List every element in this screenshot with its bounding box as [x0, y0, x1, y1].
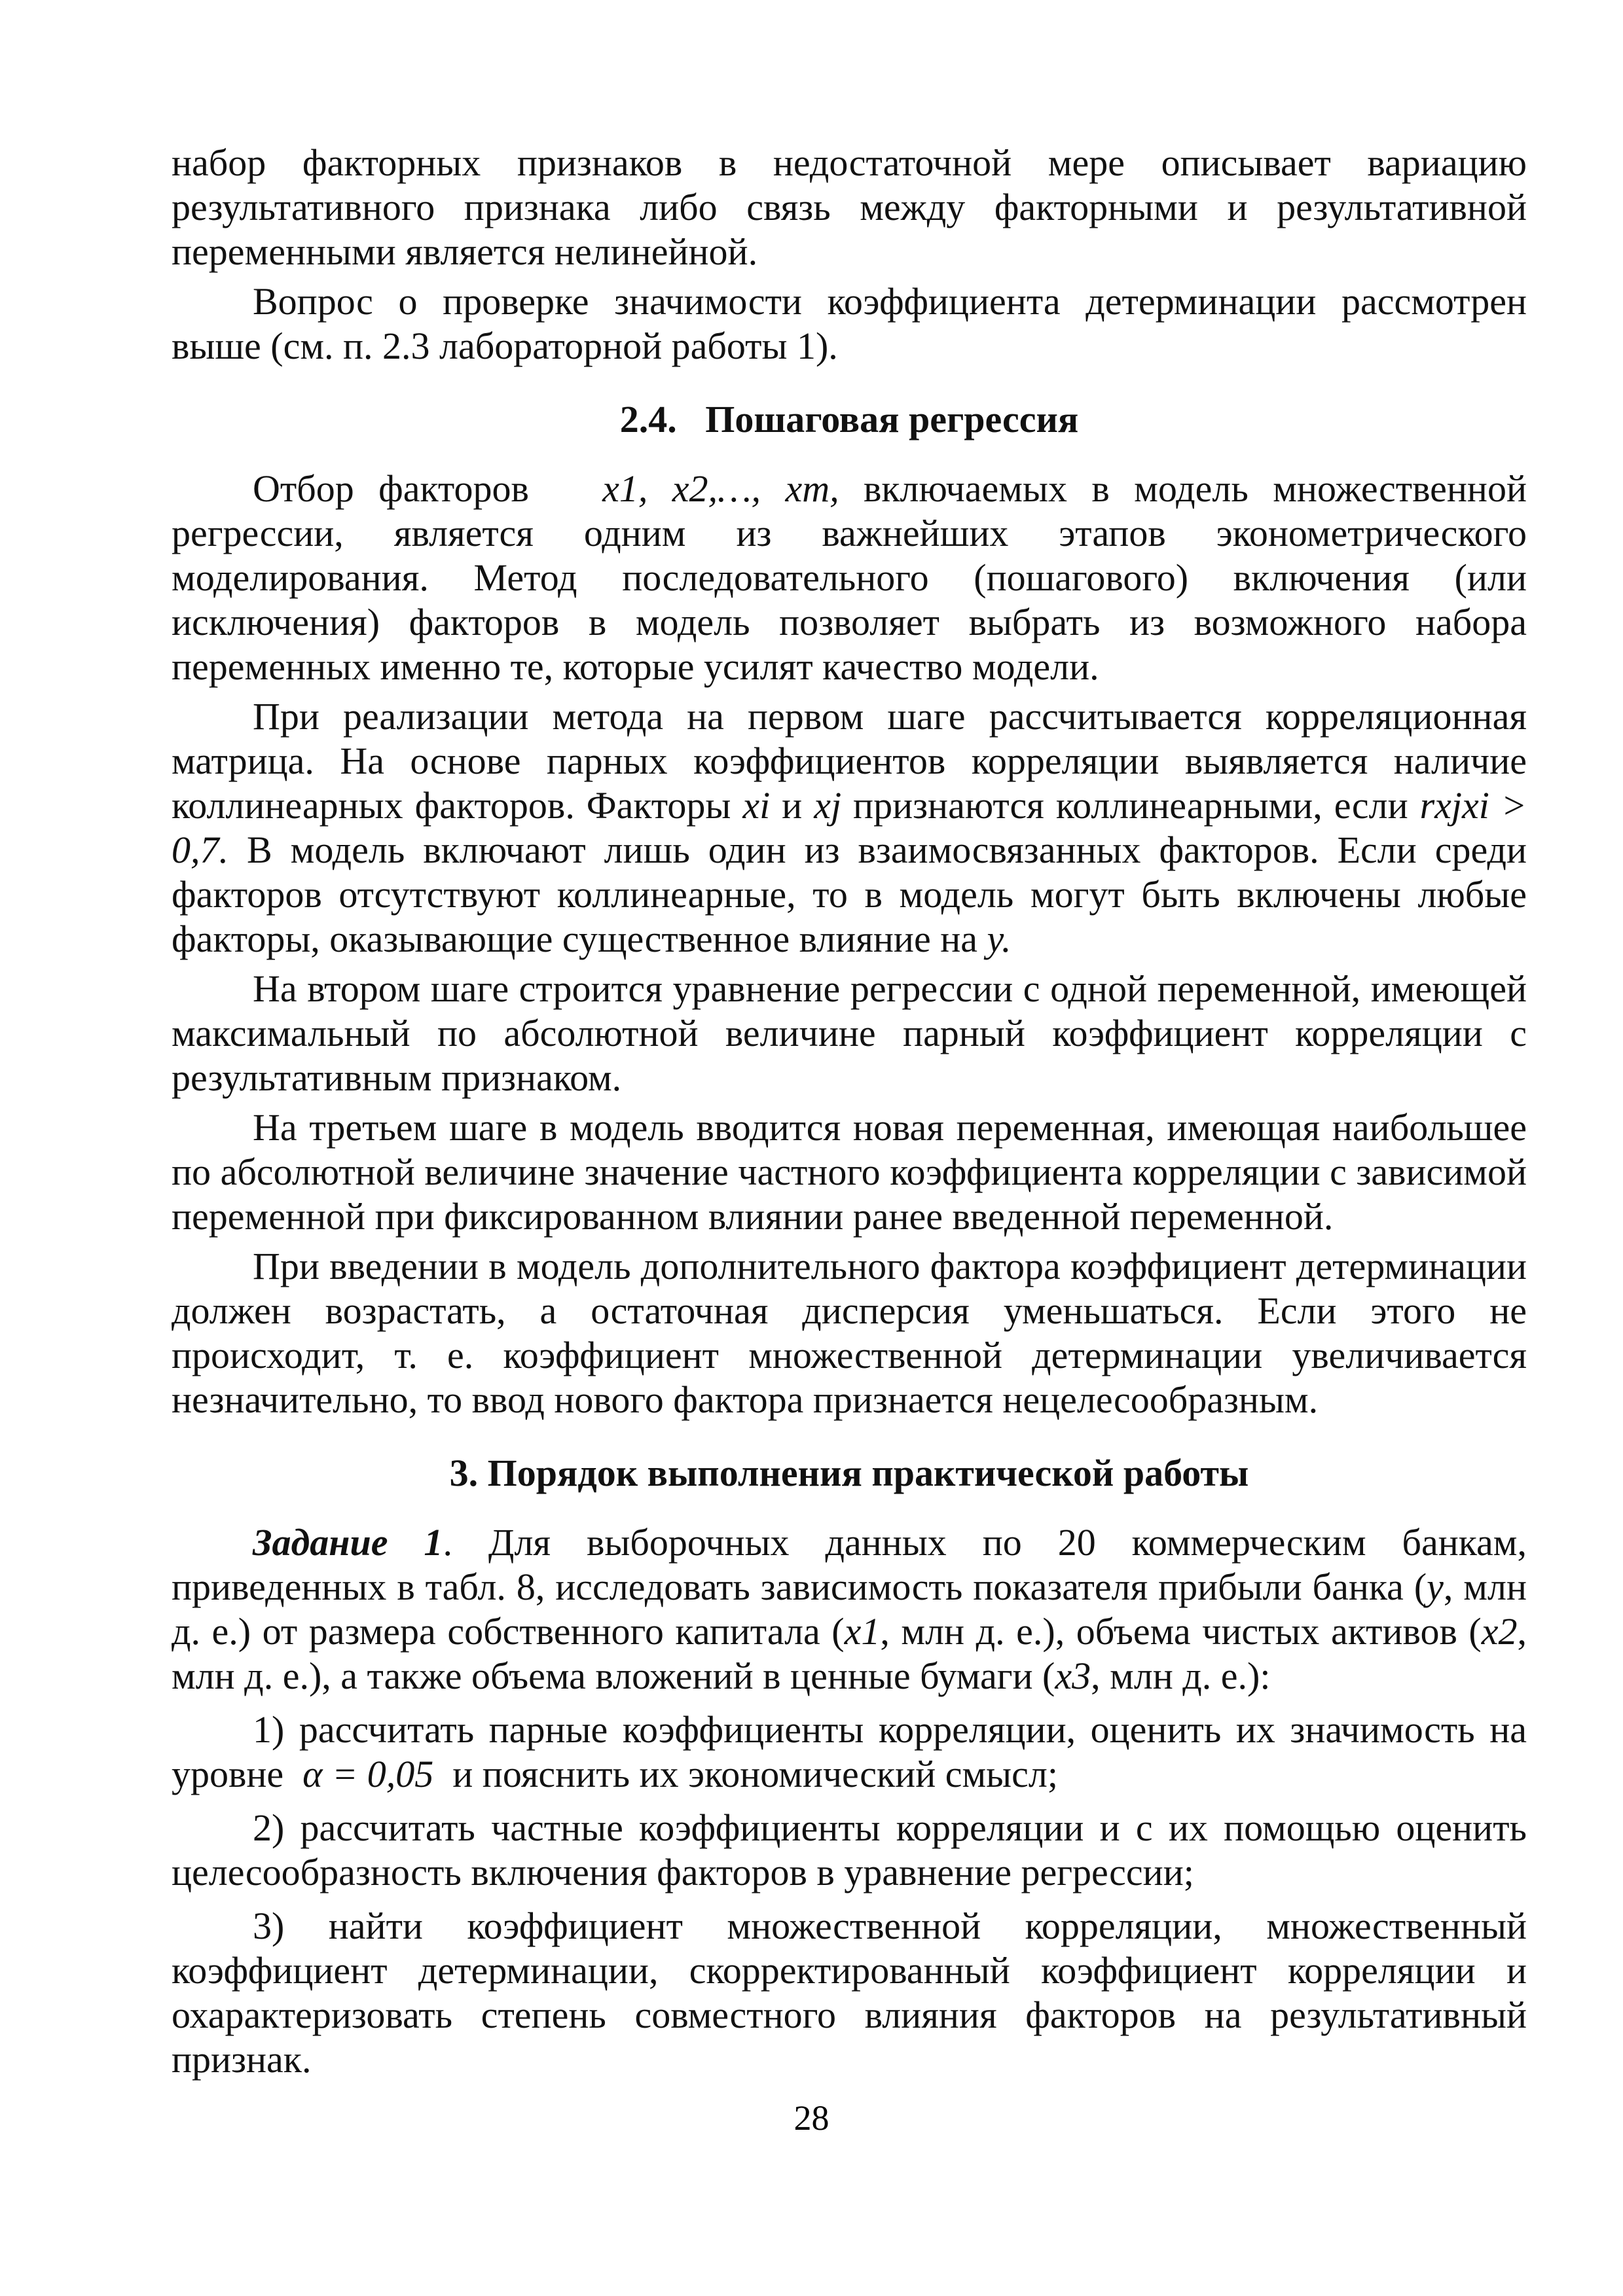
- formula-x3: x3: [1055, 1655, 1091, 1697]
- task-item-1: [172, 1708, 1527, 1797]
- section-number: 2.4.: [619, 398, 677, 440]
- text-run: , млн д. е.) от размера собственного капитала (: [172, 1566, 1527, 1653]
- text-run: Отбор факторов: [253, 467, 529, 510]
- document-page: [172, 141, 1527, 2082]
- stepwise-paragraph-5: При введении в модель дополнительного фактора коэффициент детерминации должен возрастать, а остаточная дисперсия уменьшаться. Если этого не происходит, т. е. коэффициент множественной детерминации увеличивается незначительно, то ввод нового фактора признается нецелесообразным.: [172, 1245, 1527, 1421]
- stepwise-paragraph-2: [172, 694, 1527, 961]
- stepwise-paragraph-1: [172, 467, 1527, 689]
- formula-xj: xj: [814, 784, 842, 827]
- factors-formula: x1, x2,…, xm,: [602, 467, 839, 510]
- text-run: и: [782, 784, 803, 827]
- task-label: Задание 1: [253, 1521, 443, 1564]
- text-run: признаются коллинеарными, если: [853, 784, 1408, 827]
- formula-alpha: α = 0,05: [302, 1753, 434, 1795]
- stepwise-paragraph-3: На втором шаге строится уравнение регрессии с одной переменной, имеющей максимальный по абсолютной величине парный коэффициент корреляции с результативным признаком.: [172, 967, 1527, 1099]
- formula-x2: x2: [1481, 1610, 1518, 1653]
- section-heading-2-4: [172, 397, 1527, 442]
- text-run: . Для выборочных данных по 20 коммерческим банкам, приведенных в табл. 8, исследовать зависимость показателя прибыли банка (: [172, 1521, 1527, 1608]
- section-title: Пошаговая регрессия: [705, 398, 1079, 440]
- section-heading-3: 3. Порядок выполнения практической работы: [449, 1452, 1249, 1494]
- text-run: , млн д. е.):: [1091, 1655, 1271, 1697]
- text-run: , млн д. е.), а также объема вложений в ценные бумаги (: [172, 1610, 1527, 1697]
- task-item-2: 2) рассчитать частные коэффициенты корреляции и с их помощью оценить целесообразность включения факторов в уравнение регрессии;: [172, 1806, 1527, 1893]
- text-run: включаемых в модель множественной регрессии, является одним из важнейших этапов эконометрического моделирования. Метод последовательного (пошагового) включения (или исключения) факторов в модель позволяет выбрать из возможного набора переменных именно те, которые усилят качество модели.: [172, 467, 1527, 688]
- formula-collinearity: rxjxi > 0,7.: [172, 784, 1527, 871]
- continued-paragraph: набор факторных признаков в недостаточной мере описывает вариацию результативного признака либо связь между факторными и результативной переменными является нелинейной.: [172, 141, 1527, 273]
- formula-x1: x1: [844, 1610, 881, 1653]
- text-run: При реализации метода на первом шаге рассчитывается корреляционная матрица. На основе парных коэффициентов корреляции выявляется наличие коллинеарных факторов. Факторы: [172, 695, 1527, 827]
- page-number: 28: [793, 2098, 830, 2138]
- formula-xi: xi: [742, 784, 771, 827]
- formula-y: y: [1427, 1566, 1444, 1608]
- stepwise-paragraph-4: На третьем шаге в модель вводится новая переменная, имеющая наибольшее по абсолютной величине значение частного коэффициента корреляции с зависимой переменной при фиксированном влиянии ранее введенной переменной.: [172, 1106, 1527, 1238]
- text-run: и пояснить их экономический смысл;: [452, 1753, 1058, 1795]
- task-item-3: 3) найти коэффициент множественной корреляции, множественный коэффициент детерминации, скорректированный коэффициент корреляции и охарактеризовать степень совместного влияния факторов на результативный признак.: [172, 1905, 1527, 2081]
- text-run: , млн д. е.), объема чистых активов (: [880, 1610, 1482, 1653]
- text-run: 1) рассчитать парные коэффициенты корреляции, оценить их значимость на уровне: [172, 1708, 1527, 1795]
- formula-y: y.: [987, 918, 1012, 960]
- text-run: В модель включают лишь один из взаимосвязанных факторов. Если среди факторов отсутствуют коллинеарные, то в модель могут быть включены любые факторы, оказывающие существенное влияние на: [172, 829, 1527, 960]
- task-paragraph: [172, 1520, 1527, 1698]
- significance-note: Вопрос о проверке значимости коэффициента детерминации рассмотрен выше (см. п. 2.3 лабораторной работы 1).: [172, 280, 1527, 367]
